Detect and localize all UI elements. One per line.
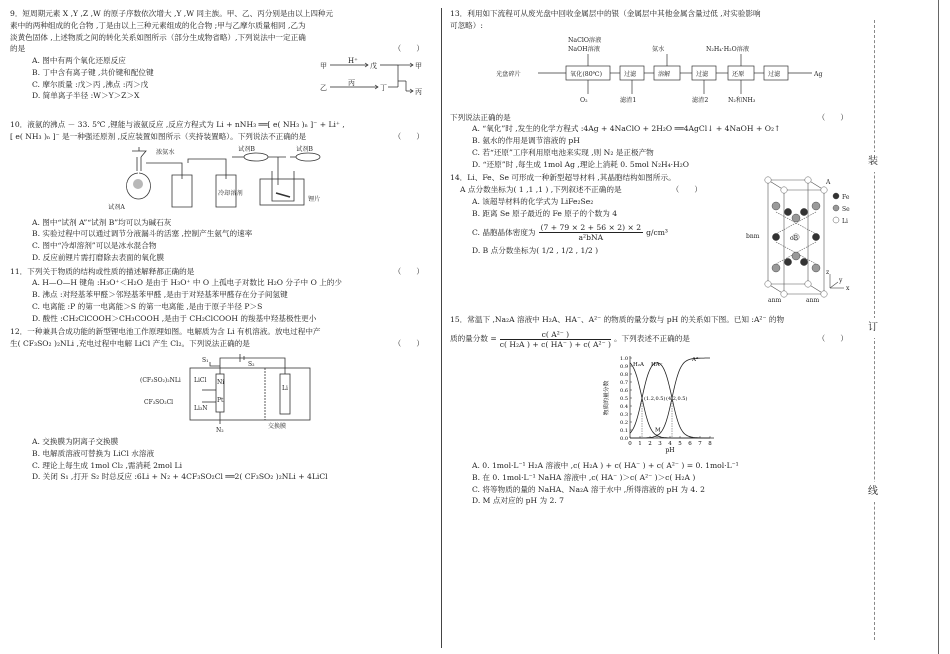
label-n2: N₂	[216, 427, 224, 435]
label-wu: 戊	[370, 62, 377, 71]
fraction	[500, 330, 611, 349]
drying-tube-b1	[244, 153, 268, 161]
label-li: Li	[282, 385, 288, 393]
q15-stem-line	[450, 326, 862, 352]
dropping-funnel	[132, 151, 146, 157]
label-jia2: 甲	[415, 62, 422, 71]
answer-paren: （ ）	[671, 185, 702, 195]
step-filter-3: 过滤	[768, 70, 781, 78]
x-tick-label: 7	[698, 441, 702, 448]
x-tick-label: 5	[678, 441, 682, 448]
option-b: B. 距离 Se 原子最近的 Fe 原子的个数为 4	[472, 208, 618, 218]
question-10	[10, 119, 438, 264]
label-li3n: Li₃N	[194, 405, 208, 413]
y-tick-label: 0.1	[620, 428, 628, 435]
label-jia: 甲	[320, 62, 327, 71]
answer-paren: （ ）	[393, 131, 424, 141]
q15-text: 质的量分数 =	[450, 334, 497, 344]
option-c: C. 理论上每生成 1mol Cl₂ ,需消耗 2mol Li	[32, 460, 183, 470]
q14-stem-line: A 点分数坐标为( 1 ,1 ,1 ) ,下列叙述不正确的是	[460, 185, 622, 195]
answer-paren: （ ）	[817, 334, 848, 344]
x-tick-label: 1	[638, 441, 642, 448]
option-d: D. “还原”时 ,每生成 1mol Ag ,理论上消耗 0. 5mol N₂H₄·H₂O	[472, 159, 689, 169]
binding-label: 订	[868, 318, 878, 338]
label-cooling: 冷却溶剂	[218, 189, 243, 197]
label-bnm: bnm	[746, 233, 760, 241]
q13-stem-line: 下列说法正确的是	[450, 112, 511, 122]
label-o2: O₂	[580, 96, 588, 104]
q15-text: 。下列表述不正确的是	[613, 334, 690, 344]
x-tick-label: 3	[658, 441, 662, 448]
fraction-numerator: c( A²⁻ )	[500, 330, 611, 340]
y-tick-label: 0.0	[620, 436, 628, 443]
y-tick-label: 1.0	[620, 356, 628, 363]
legend-fe: Fe	[842, 194, 850, 202]
y-tick-label: 0.2	[620, 420, 628, 427]
q11-stem-line: 11．下列关于物质的结构或性质的描述解释都正确的是	[10, 266, 195, 276]
label-reagent-a: 试剂A	[108, 203, 125, 211]
q10-stem-line: 10．液氨的沸点 － 33. 5℃ ,锂能与液氨反应 ,反应方程式为 Li + nNH₃ ══[ e( NH₃ )ₙ ]⁻ + Li⁺ ,	[10, 120, 345, 130]
step-oxidize: 氧化(80℃)	[570, 70, 602, 78]
q12-stem-line: 生( CF₃SO₂ )₂NLi ,充电过程中电解 LiCl 产生 Cl₂。下列说法正确的是	[10, 339, 250, 349]
option-d: D. B 点分数坐标为( 1/2 , 1/2 , 1/2 )	[472, 246, 599, 256]
option-d: D. M 点对应的 pH 为 2. 7	[472, 496, 565, 506]
fraction-denominator: c( H₂A ) + c( HA⁻ ) + c( A²⁻ )	[499, 339, 611, 349]
question-13	[450, 8, 862, 170]
label-bing2: 丙	[415, 88, 422, 97]
option-b: B. 氨水的作用是调节溶液的 pH	[472, 136, 580, 146]
label-ding: 丁	[380, 84, 387, 93]
axis-z: z	[826, 269, 830, 277]
option-d: D. 反应前锂片需打磨除去表面的氧化膜	[32, 252, 165, 262]
y-tick-label: 0.4	[620, 404, 628, 411]
label-membrane: 交换膜	[268, 423, 287, 431]
label-start: 光盘碎片	[496, 70, 521, 78]
step-filter-1: 过滤	[624, 70, 637, 78]
series-label-h2a: H₂A	[633, 362, 644, 369]
label-point-a: A	[826, 179, 831, 187]
q9-stem-line: 淡黄色固体 ,上述物质之间的转化关系如图所示（部分生成物省略）,下列说法中一定正确	[10, 32, 306, 42]
question-12	[10, 326, 438, 483]
label-yi: 乙	[320, 84, 327, 93]
series-label-a2: A²⁻	[692, 357, 702, 364]
option-d: D. 酸性 :CH₂ClCOOH＞CH₃COOH ,是由于 CH₂ClCOOH 的羧基中羟基极性更小	[32, 313, 317, 323]
fraction-denominator: a²bNA	[578, 232, 604, 242]
y-tick-label: 0.8	[620, 372, 628, 379]
label-point-b: oB	[790, 235, 799, 243]
x-tick-label: 0	[628, 441, 632, 448]
label-reagent-b: 试剂B	[238, 145, 255, 153]
step-reduce: 还原	[732, 70, 745, 78]
option-b: B. 实验过程中可以通过调节分液漏斗的活塞 ,控制产生氨气的速率	[32, 229, 253, 239]
label-ag: Ag	[814, 70, 823, 78]
option-c-text: C. 晶胞晶体密度为	[472, 227, 536, 237]
option-b: B. 丁中含有离子键 ,共价键和配位键	[32, 67, 154, 77]
label-residue-2: 滤渣2	[692, 96, 709, 104]
q15-stem-line: 15．常温下 ,Na₂A 溶液中 H₂A、HA⁻、A²⁻ 的物质的量分数与 pH 的关系如下图。已知 :A²⁻ 的物	[450, 315, 785, 325]
left-column	[10, 8, 438, 485]
option-a: A. 图中有两个氧化还原反应	[32, 56, 126, 66]
label-residue-1: 滤渣1	[620, 96, 637, 104]
option-c: C. 摩尔质量 :戊＞丙 ,沸点 :丙＞戊	[32, 79, 149, 89]
q13-flowchart	[496, 34, 836, 110]
option-c: C. 电离能 :P 的第一电离能＞S 的第一电离能 ,是由于原子半径 P＞S	[32, 301, 263, 311]
legend-li: Li	[842, 218, 848, 226]
answer-paren: （ ）	[393, 266, 424, 276]
cell-box	[190, 368, 310, 420]
label-ni: Ni	[217, 379, 225, 387]
label-product: (CF₃SO₂)₂NLi	[140, 377, 181, 385]
q14-stem-line: 14．Li、Fe、Se 可形成一种新型超导材料 ,其晶胞结构如图所示。	[450, 173, 676, 183]
x-tick-label: 4	[668, 441, 672, 448]
right-column	[450, 8, 862, 509]
y-tick-label: 0.3	[620, 412, 628, 419]
step-dissolve: 溶解	[658, 70, 671, 78]
question-15	[450, 314, 862, 507]
reaction-tube	[272, 171, 294, 201]
answer-paren: （ ）	[817, 112, 848, 122]
label-n2h4: N₂H₄·H₂O溶液	[706, 45, 750, 53]
density-unit: g/cm³	[646, 227, 668, 237]
question-9	[10, 8, 438, 117]
x-axis-label: pH	[665, 447, 675, 455]
label-reagent-b2: 试剂B	[296, 145, 313, 153]
option-a: A. 交换膜为阴离子交换膜	[32, 437, 119, 447]
series-label-ha: HA⁻	[651, 362, 663, 369]
option-d: D. 简单离子半径 :W＞Y＞Z＞X	[32, 91, 140, 101]
y-tick-label: 0.9	[620, 364, 628, 371]
q12-battery-diagram	[140, 352, 330, 434]
drying-tube-a	[172, 175, 192, 207]
fraction-numerator: (7 + 79 × 2 + 56 × 2) × 2	[540, 222, 642, 232]
label-s1: S₁	[202, 357, 209, 365]
option-a: A. 该超导材料的化学式为 LiFe₂Se₂	[472, 196, 594, 206]
label-anm: anm	[806, 297, 820, 305]
q10-apparatus-diagram	[108, 145, 338, 215]
q13-stem-line: 可忽略）:	[450, 20, 483, 30]
y-tick-label: 0.7	[620, 380, 628, 387]
label-lithium: 锂片	[308, 195, 321, 203]
label-anm: anm	[768, 297, 782, 305]
option-d: D. 关闭 S₁ ,打开 S₂ 时总反应 :6Li + N₂ + 4CF₃SO₂Cl ══2( CF₃SO₂ )₂NLi + 4LiCl	[32, 472, 328, 482]
y-tick-label: 0.5	[620, 396, 628, 403]
label-licl: LiCl	[194, 377, 207, 385]
option-c: C. 图中“冷却溶剂”可以是冰水混合物	[32, 241, 157, 251]
label-gas: N₂和NH₃	[728, 96, 756, 104]
q14-unit-cell	[746, 172, 860, 304]
label-reactant: CF₃SO₂Cl	[144, 399, 174, 407]
x-tick-label: 8	[708, 441, 712, 448]
axis-y: y	[839, 277, 843, 285]
lithium-sheet	[276, 193, 290, 197]
option-b: B. 在 0. 1mol·L⁻¹ NaHA 溶液中 ,c( HA⁻ )＞c( A²⁻ )＞c( H₂A )	[472, 472, 696, 482]
distribution-chart	[600, 354, 718, 458]
q13-stem-line: 13．利用如下流程可从废光盘中回收金属层中的银（金属层中其他金属含量过低 ,对实验影响	[450, 9, 761, 18]
option-c: C. 将等物质的量的 NaHA、Na₂A 溶于水中 ,所得溶液的 pH 为 4. 2	[472, 484, 705, 494]
option-a: A. “氧化”时 ,发生的化学方程式 :4Ag + 4NaClO + 2H₂O ══4AgCl↓ + 4NaOH + O₂↑	[472, 124, 781, 134]
point-label-2: (4.2,0.5)	[666, 396, 688, 403]
answer-paren: （ ）	[393, 44, 424, 54]
point-label-m: M	[655, 427, 661, 434]
label-s2: S₂	[248, 361, 255, 369]
q9-conversion-diagram	[318, 57, 430, 99]
q9-stem-line: 9．短周期元素 X ,Y ,Z ,W 的原子序数依次增大 ,Y ,W 同主族。甲、乙、丙分别是由以上四种元	[10, 9, 334, 18]
label-ammonia: 氨水	[652, 45, 665, 53]
axis-x: x	[846, 285, 850, 293]
q9-stem-line: 的是	[10, 44, 26, 54]
option-a: A. H—O—H 键角 :H₃O⁺＜H₂O 是由于 H₃O⁺ 中 O 上孤电子对数比 H₂O 分子中 O 上的少	[32, 278, 342, 288]
label-naclo: NaClO溶液	[568, 36, 602, 44]
drying-tube-b2	[296, 153, 320, 161]
q10-stem-line: [ e( NH₃ )ₙ ]⁻ 是一种强还原剂 ,反应装置如图所示（夹持装置略）。下列说法不正确的是	[10, 131, 307, 141]
density-fraction	[539, 223, 644, 242]
binding-label: 线	[868, 482, 878, 502]
x-tick-label: 6	[688, 441, 692, 448]
option-a: A. 图中“试剂 A”“试剂 B”均可以为碱石灰	[32, 217, 172, 227]
label-ammonia: 浓氨水	[156, 148, 175, 156]
label-bing: 丙	[348, 79, 355, 88]
y-tick-label: 0.6	[620, 388, 628, 395]
answer-paren: （ ）	[393, 339, 424, 349]
q12-stem-line: 12．一种兼具合成功能的新型锂电池工作原理如图。电解质为含 Li 有机溶液。放电过程中产	[10, 327, 321, 337]
page-edge-line	[938, 0, 940, 654]
option-b: B. 沸点 :对羟基苯甲醛＞邻羟基苯甲醛 ,是由于对羟基苯甲醛存在分子间氢键	[32, 290, 288, 300]
point-label-1: (1.2,0.5)	[644, 396, 666, 403]
column-divider	[441, 8, 442, 648]
option-b: B. 电解质溶液可替换为 LiCl 水溶液	[32, 448, 155, 458]
binding-margin	[866, 0, 950, 654]
step-filter-2: 过滤	[696, 70, 709, 78]
li-electrode	[280, 374, 290, 414]
label-h: H⁺	[348, 57, 358, 66]
option-a: A. 0. 1mol·L⁻¹ H₂A 溶液中 ,c( H₂A ) + c( HA⁻ ) + c( A²⁻ ) = 0. 1mol·L⁻¹	[472, 461, 739, 471]
x-tick-label: 2	[648, 441, 652, 448]
q9-stem-line: 素中的两种组成的化合物 ,丁是由以上三种元素组成的化合物 ;甲与乙摩尔质量相同 ,乙为	[10, 20, 306, 30]
binding-label: 装	[868, 152, 878, 172]
label-pt: Pt	[217, 397, 224, 405]
question-11	[10, 266, 438, 325]
legend-se: Se	[842, 206, 850, 214]
label-naoh: NaOH溶液	[568, 45, 600, 53]
question-14	[450, 172, 862, 312]
y-axis-label: 物质的量分数	[604, 380, 610, 416]
option-c: C. 若“还原”工序利用原电池来实现 ,则 N₂ 是正极产物	[472, 147, 654, 157]
